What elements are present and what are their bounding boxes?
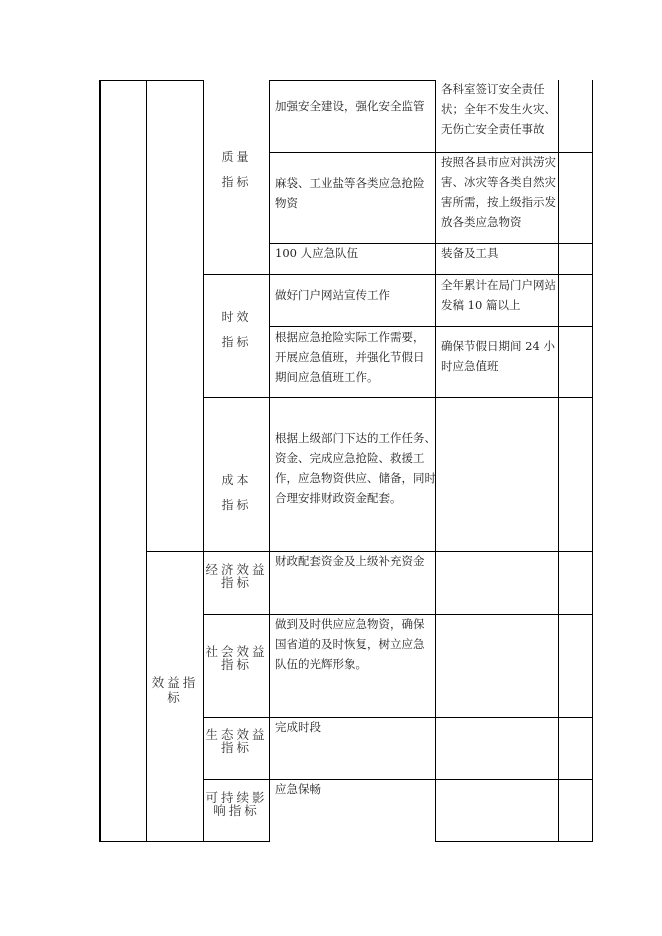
quality-indicator-label xyxy=(204,145,269,195)
table-cell: 全年累计在局门户网站发稿 10 篇以上 xyxy=(441,278,556,312)
label-line: 响指标 xyxy=(213,803,260,818)
table-cell: 加强安全建设，强化安全监管 xyxy=(275,99,425,113)
table-cell: 各科室签订安全责任状；全年不发生火灾、无伤亡安全责任事故 xyxy=(441,82,556,136)
table-cell: 做好门户网站宣传工作 xyxy=(275,288,390,302)
sustainable-impact-label xyxy=(204,788,269,820)
label-line: 质量 xyxy=(221,150,252,164)
timeliness-indicator-label xyxy=(204,305,269,355)
benefit-indicator-label xyxy=(147,670,203,710)
label-line: 指标 xyxy=(220,657,252,672)
table-cell: 应急保畅 xyxy=(275,782,321,796)
table-cell: 财政配套资金及上级补充资金 xyxy=(275,554,425,568)
label-line: 指标 xyxy=(221,335,252,349)
label-line: 生态效益 xyxy=(205,727,268,742)
label-line: 经济效益 xyxy=(205,562,268,577)
label-line: 时效 xyxy=(221,310,252,324)
label-line: 指标 xyxy=(220,740,252,755)
table-cell: 根据应急抢险实际工作需要，开展应急值班，并强化节假日期间应急值班工作。 xyxy=(275,330,425,384)
table-cell: 100 人应急队伍 xyxy=(275,246,359,260)
table-cell: 完成时段 xyxy=(275,720,321,734)
label-line: 社会效益 xyxy=(205,644,268,659)
table-cell: 根据上级部门下达的工作任务、资金、完成应急抢险、救援工作，应急物资供应、储备，同时合理安排财政资金配套。 xyxy=(275,431,436,505)
table-cell: 做到及时供应应急物资，确保国省道的及时恢复，树立应急队伍的光辉形象。 xyxy=(275,617,425,671)
table-cell: 按照各县市应对洪涝灾害、冰灾等各类自然灾害所需，按上级指示发放各类应急物资 xyxy=(441,155,556,229)
social-benefit-label xyxy=(204,642,269,674)
ecological-benefit-label xyxy=(204,725,269,757)
table-border xyxy=(203,397,593,398)
label-line: 成本 xyxy=(221,473,252,487)
label-line: 指标 xyxy=(220,575,252,590)
table-border xyxy=(269,80,436,81)
table-border xyxy=(99,80,101,842)
economic-benefit-label xyxy=(204,560,269,592)
table-cell: 确保节假日期间 24 小时应急值班 xyxy=(441,339,555,373)
table-cell: 麻袋、工业盐等各类应急抢险物资 xyxy=(275,176,425,210)
cost-indicator-label xyxy=(204,468,269,518)
table-cell: 装备及工具 xyxy=(441,246,499,260)
label-line: 指标 xyxy=(221,498,252,512)
table-border xyxy=(592,80,593,842)
label-line: 指标 xyxy=(221,175,252,189)
table-border xyxy=(269,80,270,842)
table-border xyxy=(100,80,204,81)
table-border xyxy=(100,841,270,842)
table-border xyxy=(435,841,593,842)
table-border xyxy=(146,80,147,842)
label-line: 可持续影 xyxy=(205,790,268,805)
label-text: 效益指标 xyxy=(151,675,199,705)
